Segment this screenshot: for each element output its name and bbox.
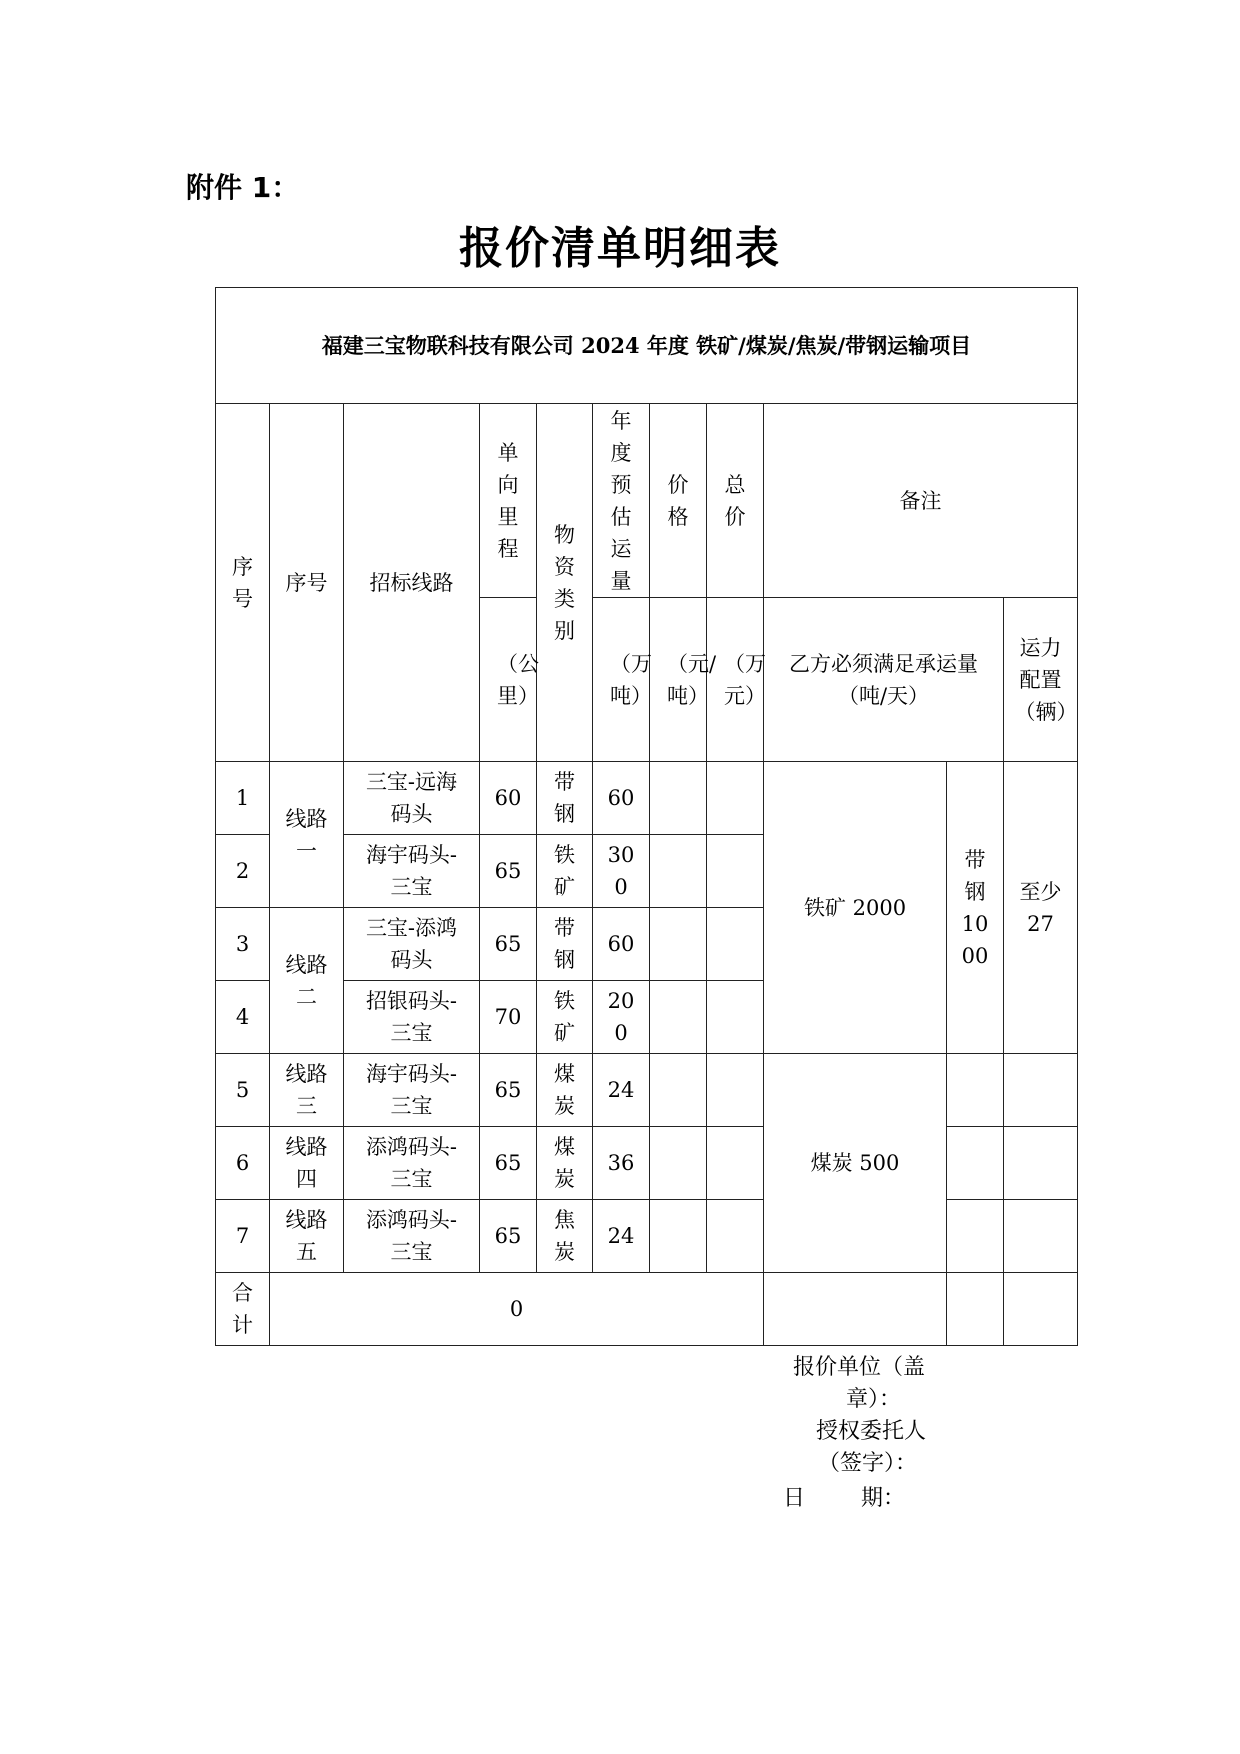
row-volume: 24	[593, 1054, 650, 1127]
row-distance: 65	[480, 1200, 537, 1273]
quote-unit-label: 报价单位（盖	[793, 1355, 926, 1380]
header-cargo: 物资类别	[537, 404, 593, 762]
row-volume: 60	[593, 762, 650, 835]
header-route-no: 序号	[270, 404, 344, 762]
row-total	[707, 981, 764, 1054]
row-route: 添鸿码头-三宝	[344, 1127, 480, 1200]
row-route: 三宝-远海码头	[344, 762, 480, 835]
row-volume: 60	[593, 908, 650, 981]
empty-cell	[1004, 1127, 1078, 1200]
row-price	[650, 1200, 707, 1273]
row-total	[707, 1200, 764, 1273]
row-seq: 1	[216, 762, 270, 835]
header-route: 招标线路	[344, 404, 480, 762]
row-seq: 4	[216, 981, 270, 1054]
empty-cell	[947, 1273, 1004, 1346]
row-cargo: 焦炭	[537, 1200, 593, 1273]
row-seq: 6	[216, 1127, 270, 1200]
header-vehicles: 运力配置（辆）	[1004, 598, 1078, 762]
vehicles-min: 至少27	[1004, 762, 1078, 1054]
row-route: 添鸿码头-三宝	[344, 1200, 480, 1273]
row-cargo: 煤炭	[537, 1054, 593, 1127]
row-distance: 60	[480, 762, 537, 835]
coal-capacity: 煤炭 500	[764, 1054, 947, 1273]
empty-cell	[1004, 1200, 1078, 1273]
row-total	[707, 1054, 764, 1127]
header-total: 总价	[707, 404, 764, 598]
strip-capacity: 带钢1000	[947, 762, 1004, 1054]
route-group: 线路三	[270, 1054, 344, 1127]
quote-table	[215, 287, 1078, 1346]
empty-cell	[1004, 1054, 1078, 1127]
row-cargo: 带钢	[537, 908, 593, 981]
project-row	[216, 288, 1078, 404]
row-price	[650, 1127, 707, 1200]
row-volume: 36	[593, 1127, 650, 1200]
row-price	[650, 835, 707, 908]
row-distance: 65	[480, 1054, 537, 1127]
row-price	[650, 1054, 707, 1127]
table-row	[216, 1127, 1078, 1200]
header-distance-unit: （公里）	[480, 598, 537, 762]
row-route: 三宝-添鸿码头	[344, 908, 480, 981]
header-seq: 序号	[216, 404, 270, 762]
row-total	[707, 762, 764, 835]
empty-cell	[1004, 1273, 1078, 1346]
row-route: 海宇码头-三宝	[344, 835, 480, 908]
row-cargo: 带钢	[537, 762, 593, 835]
total-label: 合计	[216, 1273, 270, 1346]
quote-unit-label-cont: 章）：	[846, 1387, 902, 1412]
row-seq: 7	[216, 1200, 270, 1273]
header-distance: 单向里程	[480, 404, 537, 598]
route-group: 线路四	[270, 1127, 344, 1200]
header-volume: 年度预估运量	[593, 404, 650, 598]
row-total	[707, 1127, 764, 1200]
table-row	[216, 1054, 1078, 1127]
empty-cell	[947, 1054, 1004, 1127]
empty-cell	[764, 1273, 947, 1346]
table-row	[216, 762, 1078, 835]
row-price	[650, 908, 707, 981]
project-title: 福建三宝物联科技有限公司 2024 年度 铁矿/煤炭/焦炭/带钢运输项目	[216, 288, 1078, 404]
empty-cell	[947, 1200, 1004, 1273]
row-seq: 2	[216, 835, 270, 908]
row-distance: 65	[480, 1127, 537, 1200]
row-price	[650, 762, 707, 835]
row-distance: 65	[480, 835, 537, 908]
row-route: 招银码头-三宝	[344, 981, 480, 1054]
attachment-label: 附件 1：	[186, 171, 300, 204]
header-volume-unit: （万吨）	[593, 598, 650, 762]
table-row	[216, 1200, 1078, 1273]
total-row	[216, 1273, 1078, 1346]
row-volume: 24	[593, 1200, 650, 1273]
row-cargo: 铁矿	[537, 835, 593, 908]
agent-label: 授权委托人	[816, 1419, 927, 1444]
row-distance: 70	[480, 981, 537, 1054]
row-route: 海宇码头-三宝	[344, 1054, 480, 1127]
row-seq: 3	[216, 908, 270, 981]
row-cargo: 煤炭	[537, 1127, 593, 1200]
header-remark: 备注	[764, 404, 1078, 598]
row-volume: 300	[593, 835, 650, 908]
page-title: 报价清单明细表	[459, 223, 781, 274]
header-row-1	[216, 404, 1078, 598]
row-price	[650, 981, 707, 1054]
header-price-unit: （元/吨）	[650, 598, 707, 762]
total-value: 0	[270, 1273, 764, 1346]
header-capacity: 乙方必须满足承运量 （吨/天）	[764, 598, 1004, 762]
date-label: 日 期：	[783, 1486, 905, 1511]
header-price: 价格	[650, 404, 707, 598]
header-total-unit: （万元）	[707, 598, 764, 762]
iron-capacity: 铁矿 2000	[764, 762, 947, 1054]
row-seq: 5	[216, 1054, 270, 1127]
row-distance: 65	[480, 908, 537, 981]
row-total	[707, 835, 764, 908]
route-group: 线路二	[270, 908, 344, 1054]
agent-label-cont: （签字）：	[818, 1451, 918, 1476]
row-volume: 200	[593, 981, 650, 1054]
row-total	[707, 908, 764, 981]
route-group: 线路五	[270, 1200, 344, 1273]
row-cargo: 铁矿	[537, 981, 593, 1054]
route-group: 线路一	[270, 762, 344, 908]
empty-cell	[947, 1127, 1004, 1200]
